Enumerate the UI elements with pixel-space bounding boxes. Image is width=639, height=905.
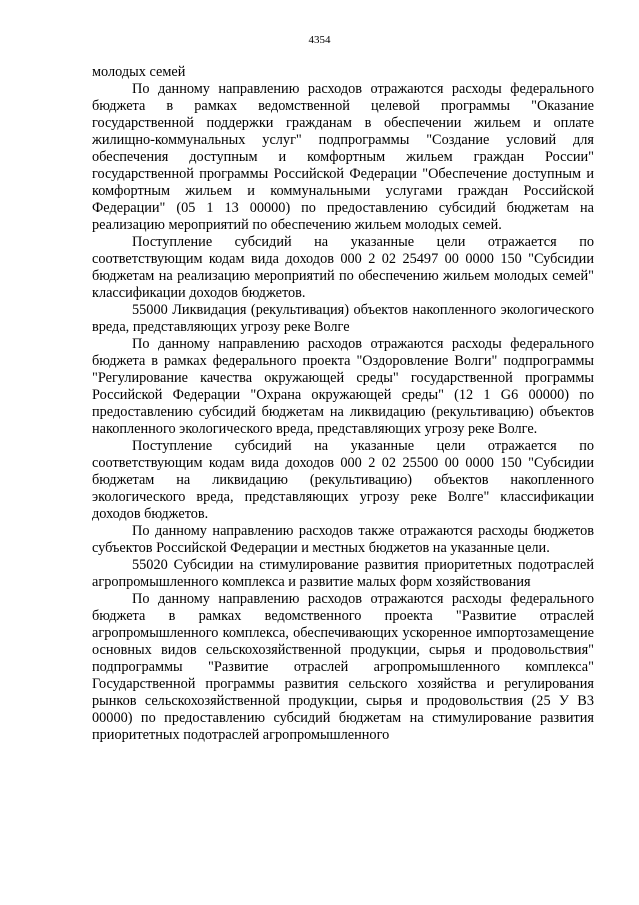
paragraph-expenditure-description: По данному направлению расходов отражаются расходы федерального бюджета в рамках ведомственного проекта "Развитие отраслей агропромышленного комплекса, обеспечивающих ускоренное импортозамещение основных видов сельскохозяйственной продукции, сырья и продовольствия" подпрограммы "Развитие отраслей агропромышленного комплекса" Государственной программы развития сельского хозяйства и регулирования рынков сельскохозяйственной продукции, сырья и продовольствия (25 У В3 00000) по предоставлению субсидий бюджетам на стимулирование развития приоритетных подотраслей агропромышленного — [92, 591, 594, 743]
paragraph-revenue-code: Поступление субсидий на указанные цели отражается по соответствующим кодам вида доходов 000 2 02 25497 00 0000 150 "Субсидии бюджетам на реализацию мероприятий по обеспечению жильем молодых семей" классификации доходов бюджетов. — [92, 234, 594, 301]
paragraph-expenditure-description: По данному направлению расходов отражаются расходы федерального бюджета в рамках ведомственной целевой программы "Оказание государственной поддержки гражданам в обеспечении жильем и оплате жилищно-коммунальных услуг" подпрограммы "Создание условий для обеспечения доступным и комфортным жильем граждан России" государственной программы Российской Федерации "Обеспечение доступным и комфортным жильем и коммунальными услугами граждан Российской Федерации" (05 1 13 00000) по предоставлению субсидий бюджетам на реализацию мероприятий по обеспечению жильем молодых семей. — [92, 81, 594, 233]
paragraph-continuation: молодых семей — [92, 64, 186, 80]
paragraph-expenditure-description: По данному направлению расходов отражаются расходы федерального бюджета в рамках федерального проекта "Оздоровление Волги" подпрограммы "Регулирование качества окружающей среды" государственной программы Российской Федерации "Охрана окружающей среды" (12 1 G6 00000) по предоставлению субсидий бюджетам на ликвидацию (рекультивацию) объектов накопленного экологического вреда, представляющих угрозу реке Волге. — [92, 336, 594, 437]
paragraph-regional-budgets: По данному направлению расходов также отражаются расходы бюджетов субъектов Российской Федерации и местных бюджетов на указанные цели. — [92, 523, 594, 556]
page-number: 4354 — [308, 34, 331, 46]
section-heading-55020: 55020 Субсидии на стимулирование развития приоритетных подотраслей агропромышленного комплекса и развитие малых форм хозяйствования — [92, 557, 594, 590]
section-heading-55000: 55000 Ликвидация (рекультивация) объектов накопленного экологического вреда, представляющих угрозу реке Волге — [92, 302, 594, 335]
document-body — [92, 64, 594, 744]
paragraph-revenue-code: Поступление субсидий на указанные цели отражается по соответствующим кодам вида доходов 000 2 02 25500 00 0000 150 "Субсидии бюджетам на ликвидацию (рекультивацию) объектов накопленного экологического вреда, представляющих угрозу реке Волге" классификации доходов бюджетов. — [92, 438, 594, 522]
